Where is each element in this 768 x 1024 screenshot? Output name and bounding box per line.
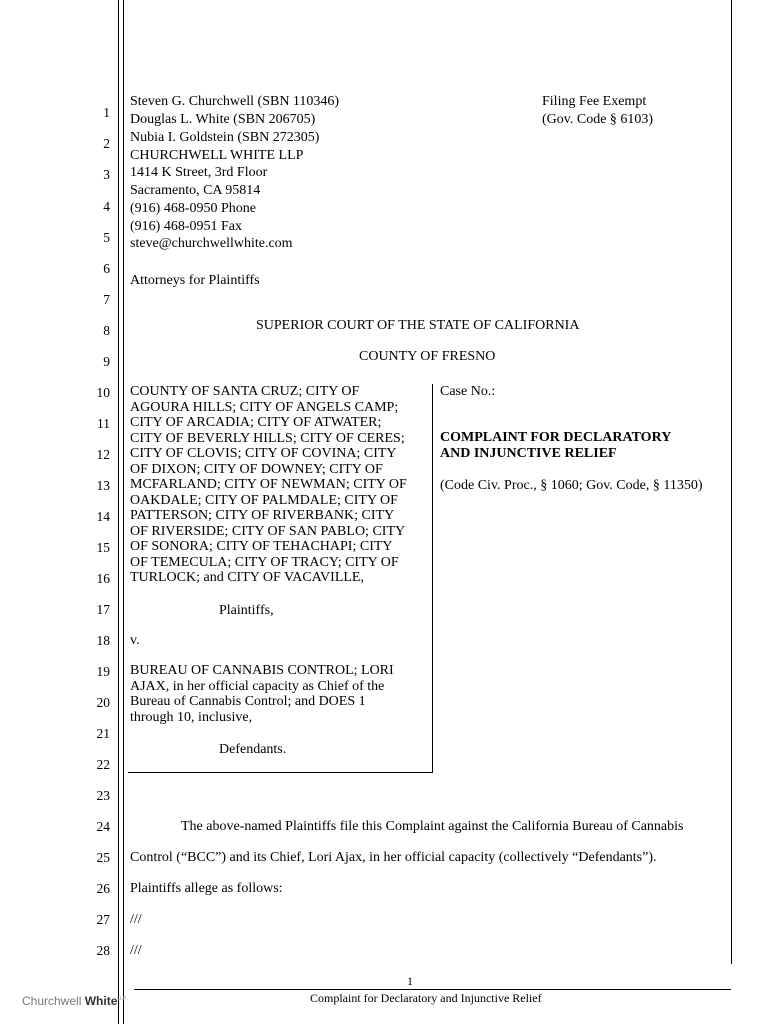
line-number: 5 xyxy=(103,230,110,245)
court-county: COUNTY OF FRESNO xyxy=(359,349,496,364)
line-number: 28 xyxy=(96,943,110,958)
line-number: 4 xyxy=(103,199,110,214)
versus: v. xyxy=(130,633,140,648)
line-number: 7 xyxy=(103,292,110,307)
firm-logo xyxy=(22,994,126,1008)
case-number-label: Case No.: xyxy=(440,384,496,399)
line-number: 11 xyxy=(97,416,110,431)
page-number: 1 xyxy=(407,974,413,988)
firm-fax: (916) 468-0951 Fax xyxy=(130,219,242,234)
complaint-title-line: AND INJUNCTIVE RELIEF xyxy=(440,446,617,461)
plaintiff-line: TURLOCK; and CITY OF VACAVILLE, xyxy=(130,570,364,585)
court-name: SUPERIOR COURT OF THE STATE OF CALIFORNIA xyxy=(256,318,580,333)
line-number: 18 xyxy=(96,633,110,648)
plaintiff-line: AGOURA HILLS; CITY OF ANGELS CAMP; xyxy=(130,399,399,415)
line-number: 19 xyxy=(96,664,110,679)
filing-fee-line: Filing Fee Exempt xyxy=(542,94,647,109)
line-number: 6 xyxy=(103,261,110,276)
continuation-mark: /// xyxy=(130,912,142,927)
line-number: 20 xyxy=(96,695,110,710)
line-number: 1 xyxy=(103,105,110,120)
defendants-label: Defendants. xyxy=(219,742,287,757)
body-paragraph-line: The above-named Plaintiffs file this Complaint against the California Bureau of Cannabis xyxy=(181,819,684,834)
pleading-rule-left xyxy=(118,0,119,1024)
filing-fee-citation: (Gov. Code § 6103) xyxy=(542,112,654,127)
plaintiff-line: MCFARLAND; CITY OF NEWMAN; CITY OF xyxy=(130,477,407,492)
attorneys-for: Attorneys for Plaintiffs xyxy=(130,273,260,288)
firm-address: 1414 K Street, 3rd Floor xyxy=(130,165,268,180)
line-number: 3 xyxy=(103,167,110,182)
plaintiff-line: CITY OF ARCADIA; CITY OF ATWATER; xyxy=(130,415,382,430)
defendant-line: BUREAU OF CANNABIS CONTROL; LORI xyxy=(130,663,394,678)
line-number: 2 xyxy=(103,136,110,151)
firm-name: CHURCHWELL WHITE LLP xyxy=(130,148,304,163)
attorney-line: Douglas L. White (SBN 206705) xyxy=(130,112,316,127)
line-number: 15 xyxy=(96,540,110,555)
pleading-rule-right xyxy=(731,0,732,964)
attorney-line: Nubia I. Goldstein (SBN 272305) xyxy=(130,130,320,145)
body-paragraph-line: Plaintiffs allege as follows: xyxy=(130,881,283,896)
plaintiff-line: OF TEMECULA; CITY OF TRACY; CITY OF xyxy=(130,554,399,570)
defendant-line: through 10, inclusive, xyxy=(130,709,253,725)
caption-divider-vertical xyxy=(432,384,433,773)
statute-citation: (Code Civ. Proc., § 1060; Gov. Code, § 11350) xyxy=(440,478,703,493)
attorney-line: Steven G. Churchwell (SBN 110346) xyxy=(130,94,340,109)
footer-rule xyxy=(134,989,731,990)
logo-white: White xyxy=(84,994,118,1008)
logo-churchwell: Churchwell xyxy=(22,994,85,1008)
line-number: 24 xyxy=(96,819,110,834)
plaintiffs-label: Plaintiffs, xyxy=(219,603,274,618)
plaintiff-line: PATTERSON; CITY OF RIVERBANK; CITY xyxy=(130,508,395,523)
line-number: 25 xyxy=(96,850,110,865)
line-number: 8 xyxy=(103,323,110,338)
footer-title: Complaint for Declaratory and Injunctive Relief xyxy=(310,991,542,1005)
line-number: 9 xyxy=(103,354,110,369)
plaintiff-line: OAKDALE; CITY OF PALMDALE; CITY OF xyxy=(130,492,398,508)
continuation-mark: /// xyxy=(130,943,142,958)
defendant-line: AJAX, in her official capacity as Chief of the xyxy=(130,678,385,694)
line-number: 16 xyxy=(96,571,110,586)
firm-email: steve@churchwellwhite.com xyxy=(130,236,293,251)
firm-phone: (916) 468-0950 Phone xyxy=(130,201,256,216)
plaintiff-line: OF RIVERSIDE; CITY OF SAN PABLO; CITY xyxy=(130,523,406,539)
line-number: 27 xyxy=(96,912,110,927)
plaintiff-line: CITY OF CLOVIS; CITY OF COVINA; CITY xyxy=(130,446,397,461)
line-number: 23 xyxy=(96,788,110,803)
line-number: 14 xyxy=(96,509,110,524)
plaintiff-line: CITY OF BEVERLY HILLS; CITY OF CERES; xyxy=(130,430,405,446)
line-number: 17 xyxy=(96,602,110,617)
body-paragraph-line: Control (“BCC”) and its Chief, Lori Ajax, in her official capacity (collectively “Defendants”). xyxy=(130,850,657,865)
caption-divider-horizontal xyxy=(128,772,433,773)
line-number: 12 xyxy=(96,447,110,462)
line-number: 13 xyxy=(96,478,110,493)
line-number: 21 xyxy=(96,726,110,741)
pleading-rule-left-inner xyxy=(123,0,124,1024)
plaintiff-line: OF DIXON; CITY OF DOWNEY; CITY OF xyxy=(130,461,383,477)
line-number: 26 xyxy=(96,881,110,896)
plaintiff-line: COUNTY OF SANTA CRUZ; CITY OF xyxy=(130,384,360,399)
logo-llp: LLP xyxy=(117,996,127,1002)
firm-city: Sacramento, CA 95814 xyxy=(130,183,261,198)
complaint-title-line: COMPLAINT FOR DECLARATORY xyxy=(440,430,672,445)
plaintiff-line: OF SONORA; CITY OF TEHACHAPI; CITY xyxy=(130,539,393,554)
line-number: 22 xyxy=(96,757,110,772)
line-number: 10 xyxy=(96,385,110,400)
defendant-line: Bureau of Cannabis Control; and DOES 1 xyxy=(130,694,366,709)
